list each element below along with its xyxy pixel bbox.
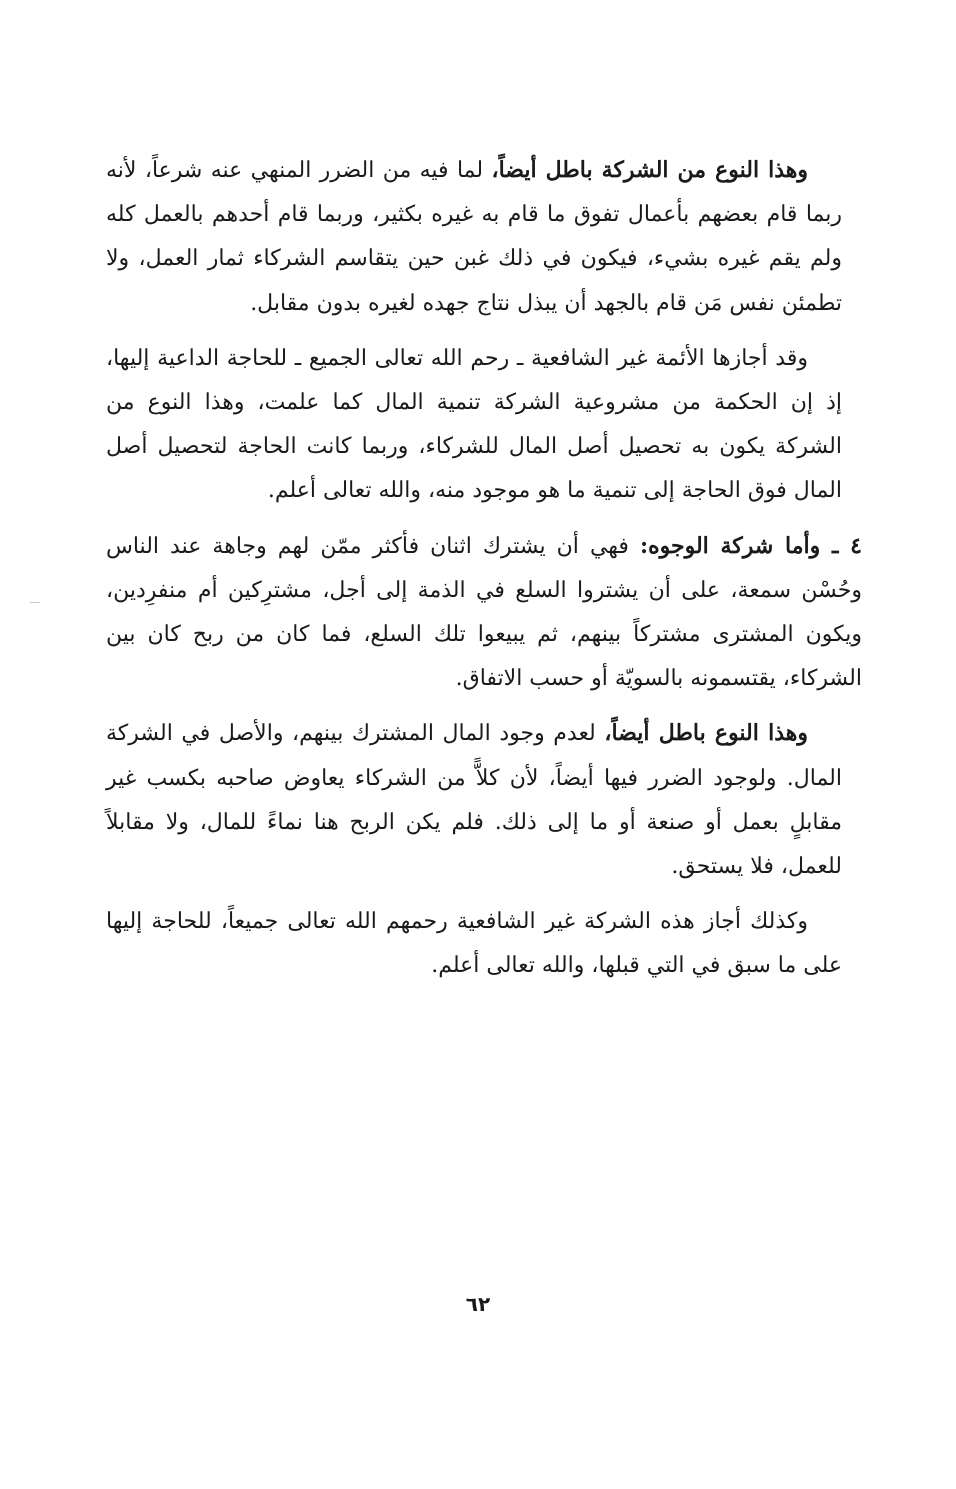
paragraph-5 bbox=[106, 899, 842, 988]
paragraph-4-lead: وهذا النوع باطل أيضاً، bbox=[604, 720, 808, 747]
paragraph-4-body: لعدم وجود المال المشترك بينهم، والأصل في الشركة المال. ولوجود الضرر فيها أيضاً، لأن كلاًّ من الشركاء يعاوض صاحبه بكسب غير مقابلٍ بعمل أو صنعة أو ما إلى ذلك. فلم يكن الربح هنا نماءً للمال، ولا مقابلاً للعمل، فلا يستحق. bbox=[106, 721, 843, 880]
page-number: ٦٢ bbox=[465, 1292, 491, 1316]
paragraph-3-lead: ٤ ـ وأما شركة الوجوه: bbox=[640, 532, 862, 559]
paragraph-1 bbox=[106, 148, 842, 326]
paragraph-1-body: لما فيه من الضرر المنهي عنه شرعاً، لأنه ربما قام بعضهم بأعمال تفوق ما قام به غيره بكثير، وربما قام أحدهم بالعمل كله ولم يقم غيره بشيء، فيكون في ذلك غبن حين يتقاسم الشركاء ثمار العمل، ولا تطمئن نفس مَن قام بالجهد أن يبذل نتاج جهده لغيره بدون مقابل. bbox=[106, 158, 842, 316]
paragraph-4 bbox=[106, 711, 842, 889]
paragraph-3-body: فهي أن يشترك اثنان فأكثر ممّن لهم وجاهة عند الناس وحُسْن سمعة، على أن يشتروا السلع في الذمة إلى أجل، مشترِكين أم منفرِدين، ويكون المشترى مشتركاً بينهم، ثم يبيعوا تلك السلع، فما كان من ربح كان بين الشركاء، يقتسمونه بالسويّة أو حسب الاتفاق. bbox=[106, 533, 862, 692]
paragraph-2 bbox=[106, 336, 842, 514]
paragraph-3 bbox=[106, 524, 862, 702]
paragraph-2-body: وقد أجازها الأئمة غير الشافعية ـ رحم الله تعالى الجميع ـ للحاجة الداعية إليها، إذ إن الحكمة من مشروعية الشركة تنمية المال كما علمت، وهذا النوع من الشركة يكون به تحصيل أصل المال للشركاء، وربما كانت الحاجة لتحصيل أصل المال فوق الحاجة إلى تنمية ما هو موجود منه، والله تعالى أعلم. bbox=[106, 345, 842, 504]
main-text bbox=[106, 148, 862, 999]
paragraph-5-body: وكذلك أجاز هذه الشركة غير الشافعية رحمهم الله تعالى جميعاً، للحاجة إليها على ما سبق في التي قبلها، والله تعالى أعلم. bbox=[106, 909, 842, 979]
paragraph-1-lead: وهذا النوع من الشركة باطل أيضاً، bbox=[491, 157, 809, 183]
scan-mark bbox=[30, 602, 40, 603]
